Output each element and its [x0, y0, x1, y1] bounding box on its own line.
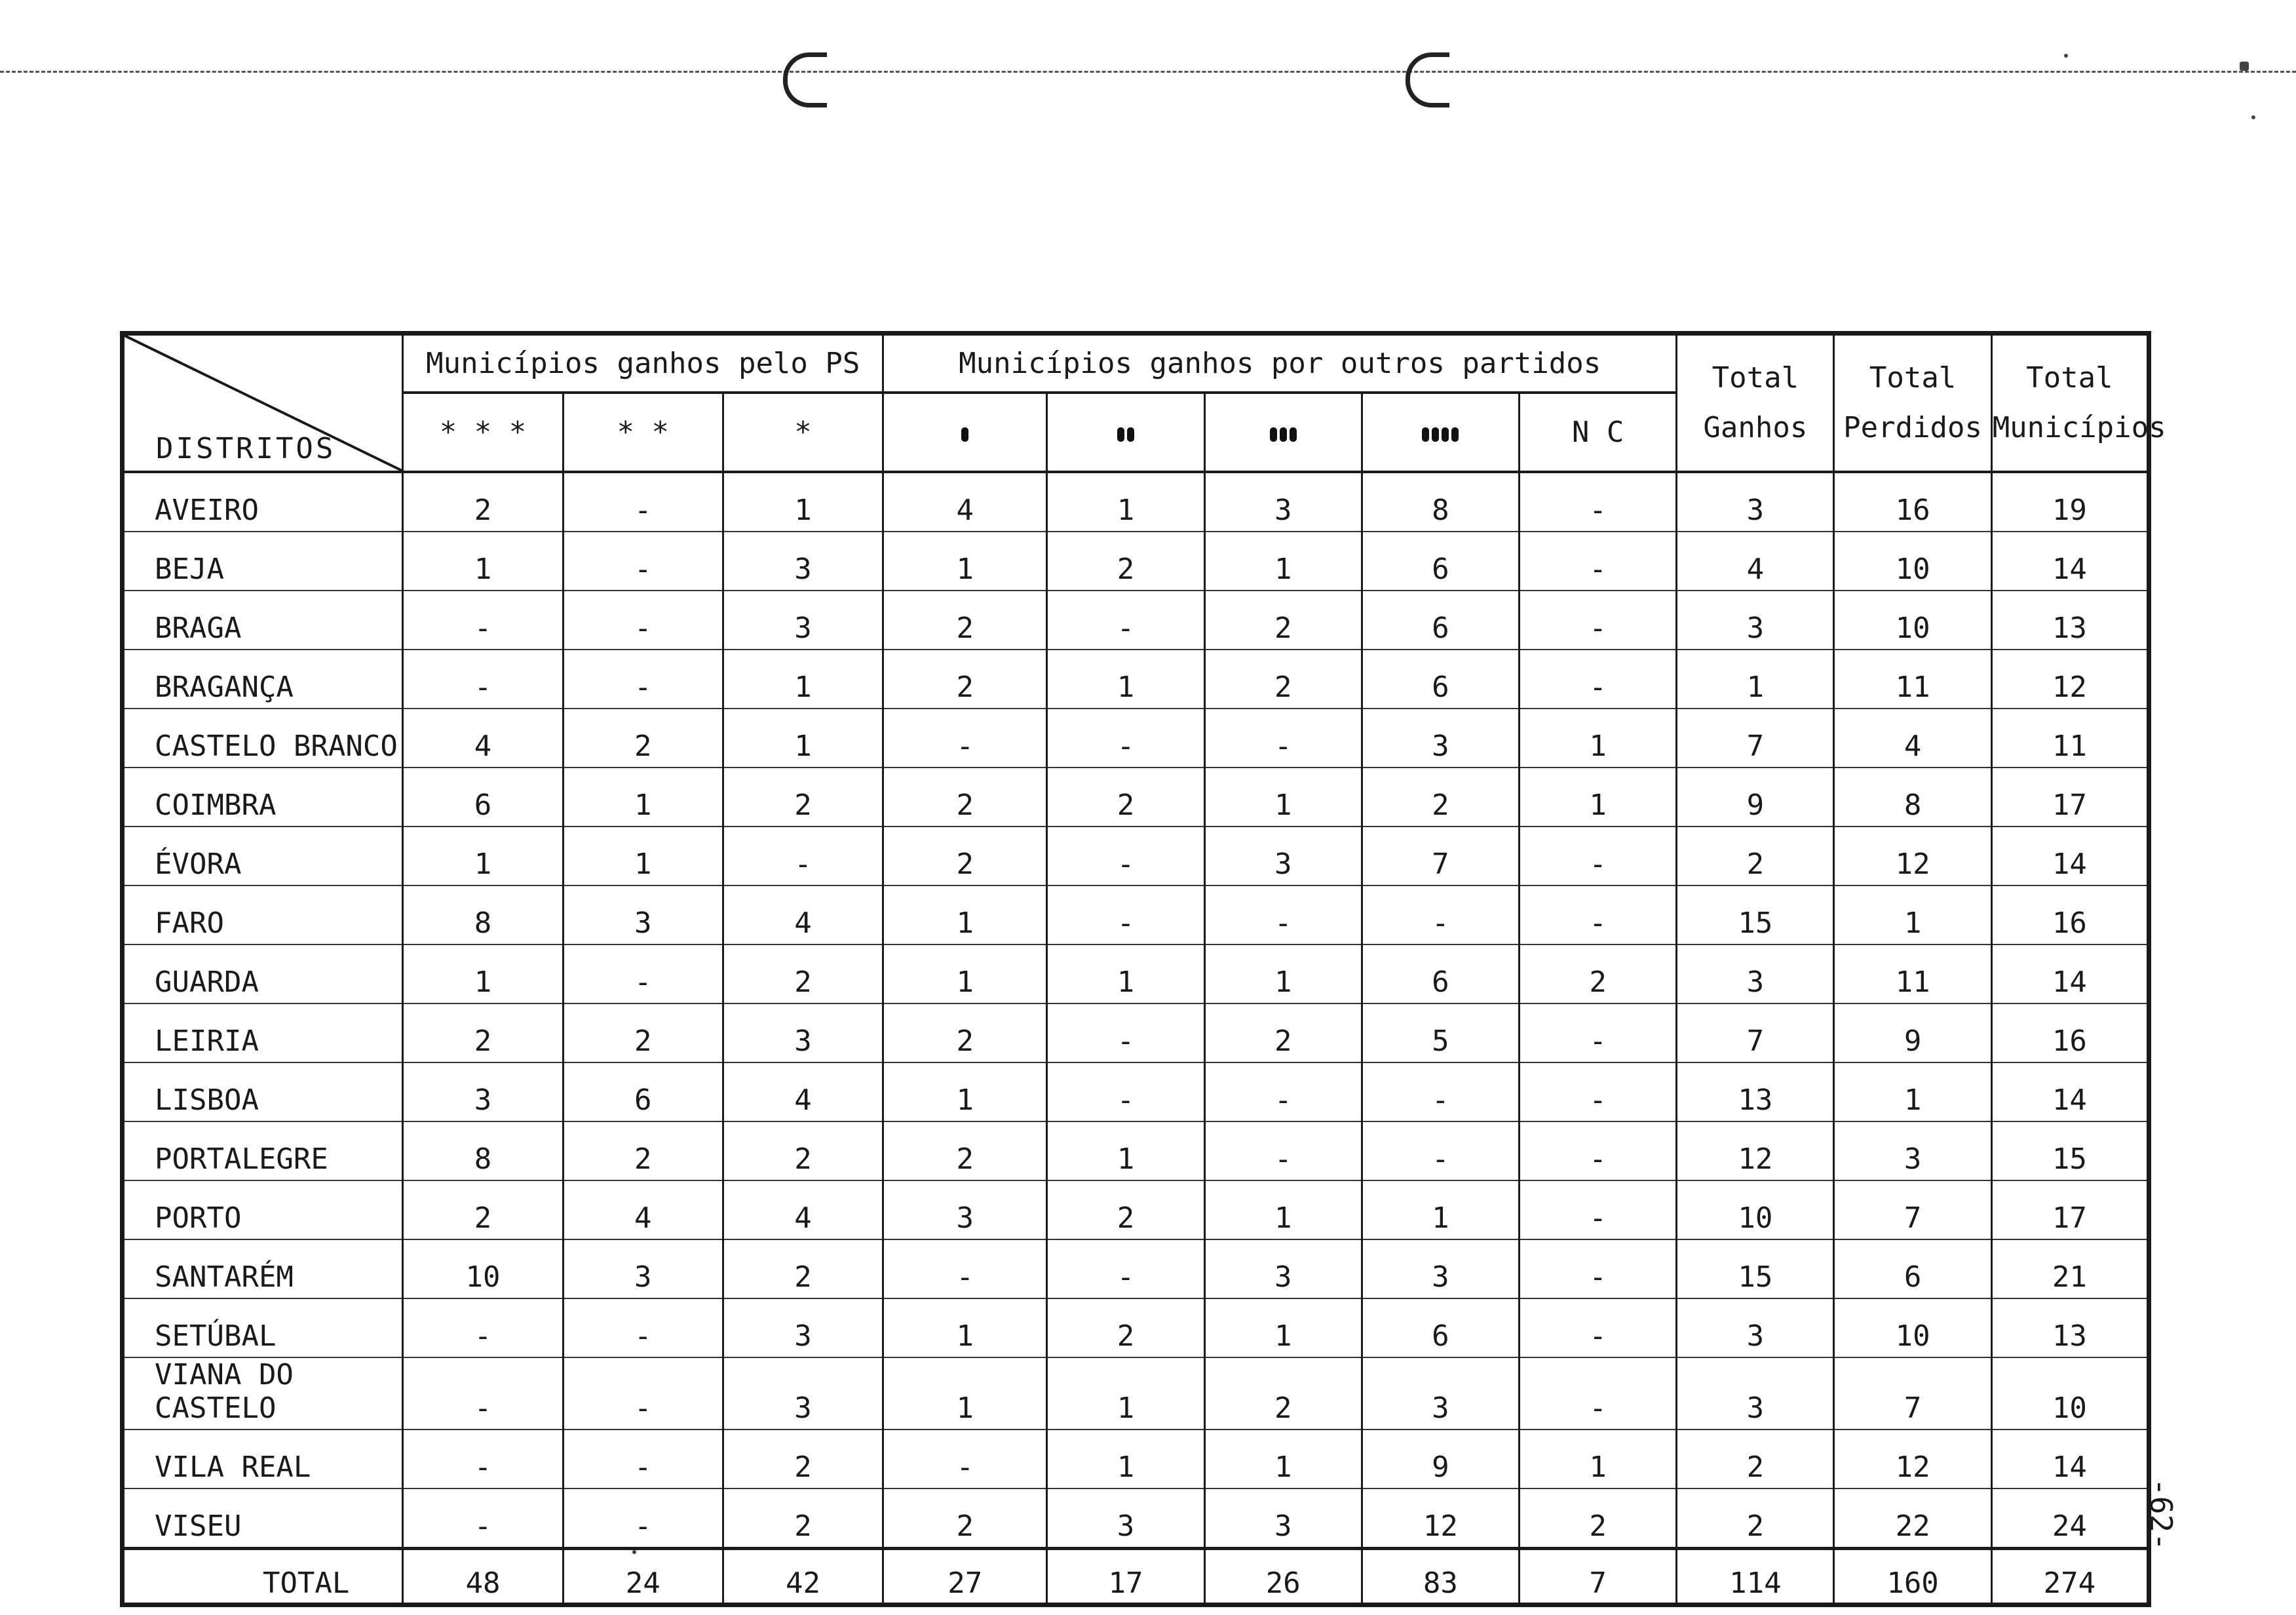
table-cell: 9: [1677, 768, 1834, 827]
table-cell: 4: [883, 472, 1047, 532]
table-row: [123, 591, 2149, 650]
total-municipios-line1: Total: [2026, 361, 2113, 395]
table-cell: 3: [1204, 1489, 1362, 1549]
table-row: [123, 768, 2149, 827]
table-cell: 1: [1047, 1357, 1204, 1430]
table-cell: -: [883, 709, 1047, 768]
table-cell: 14: [1991, 1062, 2149, 1121]
table-cell: 1: [403, 944, 563, 1003]
table-cell: 2: [883, 768, 1047, 827]
table-row: [123, 532, 2149, 591]
table-cell: 6: [1362, 1298, 1519, 1357]
table-cell: -: [403, 1430, 563, 1489]
table-cell: 6: [1834, 1239, 1991, 1298]
table-cell: 12: [1677, 1121, 1834, 1180]
total-cell: 42: [723, 1549, 883, 1605]
district-name: PORTO: [123, 1180, 403, 1239]
outros-four-dot-header: [1362, 393, 1519, 472]
table-cell: 2: [1047, 1298, 1204, 1357]
table-cell: 1: [1834, 885, 1991, 944]
table-cell: 2: [1520, 944, 1677, 1003]
table-cell: 1: [1204, 1430, 1362, 1489]
table-cell: 1: [1047, 472, 1204, 532]
table-row: [123, 1357, 2149, 1430]
corner-header: [123, 334, 403, 473]
table-cell: 7: [1677, 709, 1834, 768]
table-cell: 2: [723, 944, 883, 1003]
table-cell: -: [1520, 885, 1677, 944]
table-cell: 3: [1677, 591, 1834, 650]
table-cell: 15: [1677, 885, 1834, 944]
table-cell: 2: [883, 650, 1047, 709]
table-cell: 1: [1834, 1062, 1991, 1121]
table-cell: -: [1047, 709, 1204, 768]
one-dot-icon: [961, 427, 968, 442]
total-cell: 17: [1047, 1549, 1204, 1605]
district-name: VISEU: [123, 1489, 403, 1549]
total-cell: 26: [1204, 1549, 1362, 1605]
district-name: LEIRIA: [123, 1003, 403, 1062]
total-cell: 48: [403, 1549, 563, 1605]
table-cell: 1: [883, 1298, 1047, 1357]
top-rule: [0, 71, 2296, 73]
district-name: BRAGANÇA: [123, 650, 403, 709]
table-cell: 2: [563, 1121, 723, 1180]
total-ganhos-line2: Ganhos: [1703, 411, 1808, 444]
table-cell: 1: [1204, 1180, 1362, 1239]
district-name: VILA REAL: [123, 1430, 403, 1489]
table-cell: 3: [723, 591, 883, 650]
table-cell: 19: [1991, 472, 2149, 532]
table-cell: 1: [403, 827, 563, 885]
district-name: FARO: [123, 885, 403, 944]
table-cell: 4: [403, 709, 563, 768]
table-cell: 2: [1677, 827, 1834, 885]
table-cell: -: [563, 944, 723, 1003]
table-cell: 2: [1047, 1180, 1204, 1239]
table-cell: 14: [1991, 944, 2149, 1003]
table-cell: 12: [1834, 1430, 1991, 1489]
table-cell: 3: [1362, 1239, 1519, 1298]
table-row: [123, 1298, 2149, 1357]
table-cell: 3: [563, 1239, 723, 1298]
table-cell: -: [1362, 885, 1519, 944]
table-cell: 2: [1677, 1430, 1834, 1489]
table-cell: 3: [1204, 472, 1362, 532]
table-body: [123, 472, 2149, 1605]
table-cell: 2: [563, 1003, 723, 1062]
punch-hole-left: [783, 52, 827, 107]
table-cell: 6: [1362, 944, 1519, 1003]
total-ganhos-line1: Total: [1712, 361, 1799, 395]
district-name: GUARDA: [123, 944, 403, 1003]
table-cell: -: [1204, 885, 1362, 944]
page-number: -62-: [2143, 1478, 2179, 1551]
district-name: VIANA DO CASTELO: [123, 1357, 403, 1430]
ps-one-star-header: *: [723, 393, 883, 472]
table-row: [123, 1003, 2149, 1062]
table-cell: 1: [1362, 1180, 1519, 1239]
total-municipios-line2: Municípios: [1992, 411, 2166, 444]
table-cell: 6: [1362, 650, 1519, 709]
total-cell: 7: [1520, 1549, 1677, 1605]
table-cell: 16: [1991, 1003, 2149, 1062]
total-perdidos-line2: Perdidos: [1843, 411, 1983, 444]
four-dot-icon: [1422, 427, 1459, 442]
table-cell: 1: [1520, 768, 1677, 827]
table-cell: 4: [723, 1062, 883, 1121]
table-cell: 10: [1834, 591, 1991, 650]
table-cell: 10: [1834, 532, 1991, 591]
table-cell: 11: [1834, 650, 1991, 709]
table-cell: 3: [1362, 709, 1519, 768]
total-row: [123, 1549, 2149, 1605]
table-cell: 3: [1047, 1489, 1204, 1549]
outros-two-dot-header: [1047, 393, 1204, 472]
table-cell: 2: [883, 1489, 1047, 1549]
table-cell: 4: [723, 885, 883, 944]
table-cell: -: [563, 591, 723, 650]
table-cell: -: [883, 1430, 1047, 1489]
table-cell: -: [1520, 1003, 1677, 1062]
table-cell: 3: [1204, 1239, 1362, 1298]
table-cell: 2: [723, 1121, 883, 1180]
table-cell: -: [563, 1298, 723, 1357]
table-cell: 13: [1991, 591, 2149, 650]
outros-group-header: Municípios ganhos por outros partidos: [883, 334, 1677, 393]
table-cell: 2: [1047, 768, 1204, 827]
table-cell: 1: [1677, 650, 1834, 709]
table-cell: 1: [1204, 768, 1362, 827]
ps-three-star-header: * * *: [403, 393, 563, 472]
table-cell: 6: [1362, 591, 1519, 650]
table-cell: 1: [883, 885, 1047, 944]
table-cell: 2: [1362, 768, 1519, 827]
district-name: SETÚBAL: [123, 1298, 403, 1357]
table-row: [123, 944, 2149, 1003]
distritos-label: DISTRITOS: [156, 432, 336, 465]
district-name: COIMBRA: [123, 768, 403, 827]
table-row: [123, 1430, 2149, 1489]
table-cell: 3: [1677, 472, 1834, 532]
table-cell: -: [1204, 1121, 1362, 1180]
table-cell: 12: [1362, 1489, 1519, 1549]
table-cell: 1: [1047, 650, 1204, 709]
table-cell: 2: [1204, 650, 1362, 709]
table-cell: 9: [1362, 1430, 1519, 1489]
total-ganhos-header: [1677, 334, 1834, 473]
total-perdidos-line1: Total: [1869, 361, 1957, 395]
table-cell: 1: [1520, 709, 1677, 768]
table-cell: 7: [1834, 1180, 1991, 1239]
table-cell: 4: [1834, 709, 1991, 768]
table-cell: 1: [1204, 532, 1362, 591]
table-cell: 3: [723, 1298, 883, 1357]
table-cell: 1: [563, 827, 723, 885]
district-name: AVEIRO: [123, 472, 403, 532]
table-cell: 11: [1991, 709, 2149, 768]
table-cell: 1: [563, 768, 723, 827]
table-cell: -: [1047, 1239, 1204, 1298]
table-cell: 4: [723, 1180, 883, 1239]
total-municipios-header: [1991, 334, 2166, 473]
table-cell: 2: [883, 1003, 1047, 1062]
district-name: BRAGA: [123, 591, 403, 650]
table-cell: -: [403, 1357, 563, 1430]
table-cell: 8: [403, 1121, 563, 1180]
table-cell: -: [403, 1298, 563, 1357]
table-row: [123, 1062, 2149, 1121]
table-cell: 2: [1677, 1489, 1834, 1549]
table-cell: 1: [1204, 1298, 1362, 1357]
table-cell: -: [1520, 1121, 1677, 1180]
table-cell: 7: [1834, 1357, 1991, 1430]
table-cell: 3: [723, 1003, 883, 1062]
scan-speck: [2240, 62, 2249, 71]
table-cell: -: [563, 1489, 723, 1549]
table-cell: 22: [1834, 1489, 1991, 1549]
table-cell: -: [1520, 650, 1677, 709]
table-cell: -: [1520, 532, 1677, 591]
table-cell: 2: [723, 768, 883, 827]
table-cell: 3: [563, 885, 723, 944]
table-cell: 1: [883, 532, 1047, 591]
table-cell: 24: [1991, 1489, 2149, 1549]
table-cell: 12: [1834, 827, 1991, 885]
table-cell: -: [1520, 1357, 1677, 1430]
table-cell: -: [1362, 1062, 1519, 1121]
table-cell: 16: [1991, 885, 2149, 944]
table-cell: 1: [883, 1357, 1047, 1430]
table-cell: 4: [563, 1180, 723, 1239]
table-cell: 2: [1047, 532, 1204, 591]
district-name: LISBOA: [123, 1062, 403, 1121]
table-cell: 14: [1991, 827, 2149, 885]
table-row: [123, 827, 2149, 885]
table-cell: 2: [403, 1180, 563, 1239]
table-cell: 3: [883, 1180, 1047, 1239]
table-cell: 6: [1362, 532, 1519, 591]
table-cell: 2: [723, 1239, 883, 1298]
three-dot-icon: [1270, 427, 1297, 442]
table-cell: -: [563, 532, 723, 591]
table-cell: 10: [1834, 1298, 1991, 1357]
total-cell: 27: [883, 1549, 1047, 1605]
table-cell: 2: [403, 1003, 563, 1062]
table-cell: 13: [1991, 1298, 2149, 1357]
outros-three-dot-header: [1204, 393, 1362, 472]
table-cell: -: [1362, 1121, 1519, 1180]
table-cell: 3: [1677, 1298, 1834, 1357]
punch-hole-right: [1406, 52, 1449, 107]
table-cell: 3: [1362, 1357, 1519, 1430]
table-cell: 10: [1677, 1180, 1834, 1239]
table-row: [123, 472, 2149, 532]
table-cell: 1: [1047, 1430, 1204, 1489]
table-row: [123, 650, 2149, 709]
table-cell: 3: [1677, 1357, 1834, 1430]
table-cell: 2: [723, 1489, 883, 1549]
table-cell: 13: [1677, 1062, 1834, 1121]
ps-group-header: Municípios ganhos pelo PS: [403, 334, 883, 393]
table-cell: 1: [1520, 1430, 1677, 1489]
table-cell: 2: [1520, 1489, 1677, 1549]
table-cell: -: [723, 827, 883, 885]
table-cell: -: [1047, 1003, 1204, 1062]
district-name: CASTELO BRANCO: [123, 709, 403, 768]
table-cell: -: [1520, 1180, 1677, 1239]
total-cell: 24: [563, 1549, 723, 1605]
table-cell: 10: [1991, 1357, 2149, 1430]
table-cell: 3: [1677, 944, 1834, 1003]
table-row: [123, 885, 2149, 944]
table-cell: -: [883, 1239, 1047, 1298]
total-perdidos-header: [1834, 334, 1991, 473]
table-cell: 3: [1204, 827, 1362, 885]
table-cell: 1: [883, 944, 1047, 1003]
table-row: [123, 709, 2149, 768]
table-cell: 8: [403, 885, 563, 944]
table-cell: -: [1520, 1062, 1677, 1121]
table-cell: 7: [1362, 827, 1519, 885]
table-cell: -: [1520, 472, 1677, 532]
table-cell: 1: [1204, 944, 1362, 1003]
table-cell: 5: [1362, 1003, 1519, 1062]
table-cell: -: [563, 650, 723, 709]
nc-header: N C: [1520, 393, 1677, 472]
table-cell: 2: [883, 827, 1047, 885]
table-cell: 6: [403, 768, 563, 827]
table-cell: 14: [1991, 1430, 2149, 1489]
table-cell: 15: [1991, 1121, 2149, 1180]
table-row: [123, 1489, 2149, 1549]
table-cell: 2: [1204, 1357, 1362, 1430]
table-cell: 1: [723, 709, 883, 768]
table-cell: 2: [723, 1430, 883, 1489]
table-cell: 2: [403, 472, 563, 532]
table-cell: -: [1520, 1298, 1677, 1357]
table-cell: 2: [1204, 591, 1362, 650]
table-cell: 6: [563, 1062, 723, 1121]
table-cell: -: [1047, 1062, 1204, 1121]
table-cell: 1: [1047, 1121, 1204, 1180]
scan-speck: [2064, 54, 2068, 58]
table-cell: 17: [1991, 1180, 2149, 1239]
table-cell: 4: [1677, 532, 1834, 591]
table-cell: 10: [403, 1239, 563, 1298]
table-cell: 1: [723, 472, 883, 532]
district-name: SANTARÉM: [123, 1239, 403, 1298]
table-cell: 11: [1834, 944, 1991, 1003]
table-cell: -: [1520, 591, 1677, 650]
table-cell: 2: [1204, 1003, 1362, 1062]
table-cell: -: [1204, 1062, 1362, 1121]
district-name: BEJA: [123, 532, 403, 591]
table-cell: 14: [1991, 532, 2149, 591]
table-cell: 3: [1834, 1121, 1991, 1180]
table-cell: 1: [1047, 944, 1204, 1003]
table-cell: 16: [1834, 472, 1991, 532]
table-cell: -: [1047, 885, 1204, 944]
table-cell: -: [1520, 1239, 1677, 1298]
table-cell: 2: [883, 1121, 1047, 1180]
table-row: [123, 1180, 2149, 1239]
table-cell: -: [1047, 827, 1204, 885]
table-cell: 12: [1991, 650, 2149, 709]
total-cell: 160: [1834, 1549, 1991, 1605]
scan-speck: [2251, 115, 2255, 119]
table-row: [123, 1121, 2149, 1180]
total-cell: 114: [1677, 1549, 1834, 1605]
table-cell: 2: [883, 591, 1047, 650]
table-cell: -: [563, 1357, 723, 1430]
table-row: [123, 1239, 2149, 1298]
table-cell: 7: [1677, 1003, 1834, 1062]
table-cell: 1: [723, 650, 883, 709]
total-cell: 83: [1362, 1549, 1519, 1605]
table-cell: -: [1520, 827, 1677, 885]
table-cell: -: [403, 591, 563, 650]
outros-one-dot-header: [883, 393, 1047, 472]
table-cell: 1: [403, 532, 563, 591]
table-cell: -: [563, 472, 723, 532]
table-cell: 8: [1362, 472, 1519, 532]
table-cell: 8: [1834, 768, 1991, 827]
municipalities-table: [120, 331, 2166, 1607]
total-label: TOTAL: [123, 1549, 403, 1605]
ps-two-star-header: * *: [563, 393, 723, 472]
table-cell: 21: [1991, 1239, 2149, 1298]
district-name: PORTALEGRE: [123, 1121, 403, 1180]
table-cell: -: [1047, 591, 1204, 650]
table-cell: -: [403, 650, 563, 709]
table-cell: -: [563, 1430, 723, 1489]
district-name: ÉVORA: [123, 827, 403, 885]
table-cell: 15: [1677, 1239, 1834, 1298]
table-cell: 3: [723, 532, 883, 591]
table-cell: -: [1204, 709, 1362, 768]
table-cell: 2: [563, 709, 723, 768]
table-cell: 3: [723, 1357, 883, 1430]
table-cell: 3: [403, 1062, 563, 1121]
table-cell: 1: [883, 1062, 1047, 1121]
table-cell: -: [403, 1489, 563, 1549]
table-cell: 17: [1991, 768, 2149, 827]
total-cell: 274: [1991, 1549, 2149, 1605]
table-cell: 9: [1834, 1003, 1991, 1062]
two-dot-icon: [1117, 427, 1134, 442]
